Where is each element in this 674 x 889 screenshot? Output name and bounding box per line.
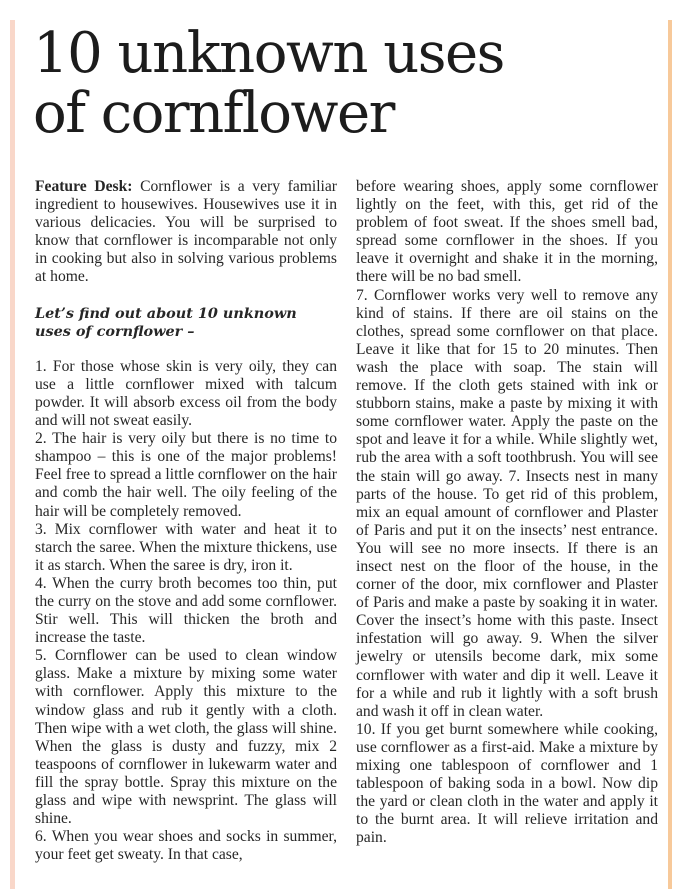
tip-paragraph: 2. The hair is very oily but there is no time to shampoo – this is one of the major problems! Feel free to spread a little cornflower on the hair and comb the hair well. The oily feeling of the hair will be completely removed. [35, 430, 337, 520]
tip-paragraph: 6. When you wear shoes and socks in summer, your feet get sweaty. In that case, [35, 828, 337, 864]
tip-paragraph: 4. When the curry broth becomes too thin, put the curry on the stove and add some cornflower. Stir well. This will thicken the broth and increase the taste. [35, 574, 337, 647]
subheading: Let’s find out about 10 unknown uses of cornflower – [35, 304, 297, 340]
left-margin-rule [10, 20, 15, 889]
headline-line-1: 10 unknown uses [33, 21, 504, 86]
tip-paragraph: before wearing shoes, apply some cornflower lightly on the feet, with this, get rid of the problem of foot sweat. If the shoes smell bad, spread some cornflower in the shoes. If you leave it overnight and shake it in the morning, there will be no bad smell. [356, 178, 658, 286]
tip-paragraph: 1. For those whose skin is very oily, they can use a little cornflower mixed with talcum powder. It will absorb excess oil from the body and will not sweat easily. [35, 357, 337, 430]
tip-paragraph: 7. Cornflower works very well to remove any kind of stains. If there are oil stains on the clothes, spread some cornflower on that place. Leave it like that for 15 to 20 minutes. Then wash the place with soap. The stain will remove. If the cloth gets stained with ink or stubborn stains, make a paste by mixing it with some cornflower water. Apply the paste on the spot and leave it for a while. While slightly wet, rub the area with a soft toothbrush. You will see the stain will go away. 7. Insects nest in many parts of the house. To get rid of this problem, mix an equal amount of cornflower and Plaster of Paris and put it on the insects’ nest entrance. You will see no more insects. If there is an insect nest on the floor of the house, in the corner of the door, mix cornflower and Plaster of Paris and make a paste by soaking it in water. Cover the insect’s home with this paste. Insect infestation will go away. 9. When the silver jewelry or utensils become dark, mix some cornflower with water and dip it well. Leave it for a while and rub it lightly with a soft brush and wash it off in clean water. [356, 286, 658, 720]
intro-text: Cornflower is a very familiar ingredient to housewives. Housewives use it in various delicacies. You will be surprised to know that cornflower is incomparable not only in cooking but also in solving various problems at home. [35, 178, 338, 286]
article-column-left [35, 178, 337, 864]
headline-line-2: of cornflower [33, 81, 394, 146]
intro-paragraph [35, 178, 337, 287]
tip-paragraph: 3. Mix cornflower with water and heat it to starch the saree. When the mixture thickens, use it as starch. When the saree is dry, iron it. [35, 520, 337, 574]
article-headline [33, 21, 653, 146]
byline: Feature Desk: [35, 178, 133, 195]
tip-paragraph: 5. Cornflower can be used to clean window glass. Make a mixture by mixing some water with cornflower. Apply this mixture to the window glass and rub it gently with a cloth. Then wipe with a wet cloth, the glass will shine. When the glass is dusty and fuzzy, mix 2 teaspoons of cornflower in lukewarm water and fill the spray bottle. Spray this mixture on the glass and wipe with newsprint. The glass will shine. [35, 647, 337, 828]
tip-paragraph: 10. If you get burnt somewhere while cooking, use cornflower as a first-aid. Make a mixture by mixing one tablespoon of cornflower and 1 tablespoon of baking soda in a bowl. Now dip the yard or clean cloth in the water and apply it to the burnt area. It will relieve irritation and pain. [356, 720, 658, 847]
article-column-right [356, 178, 658, 847]
right-margin-rule [668, 20, 672, 889]
